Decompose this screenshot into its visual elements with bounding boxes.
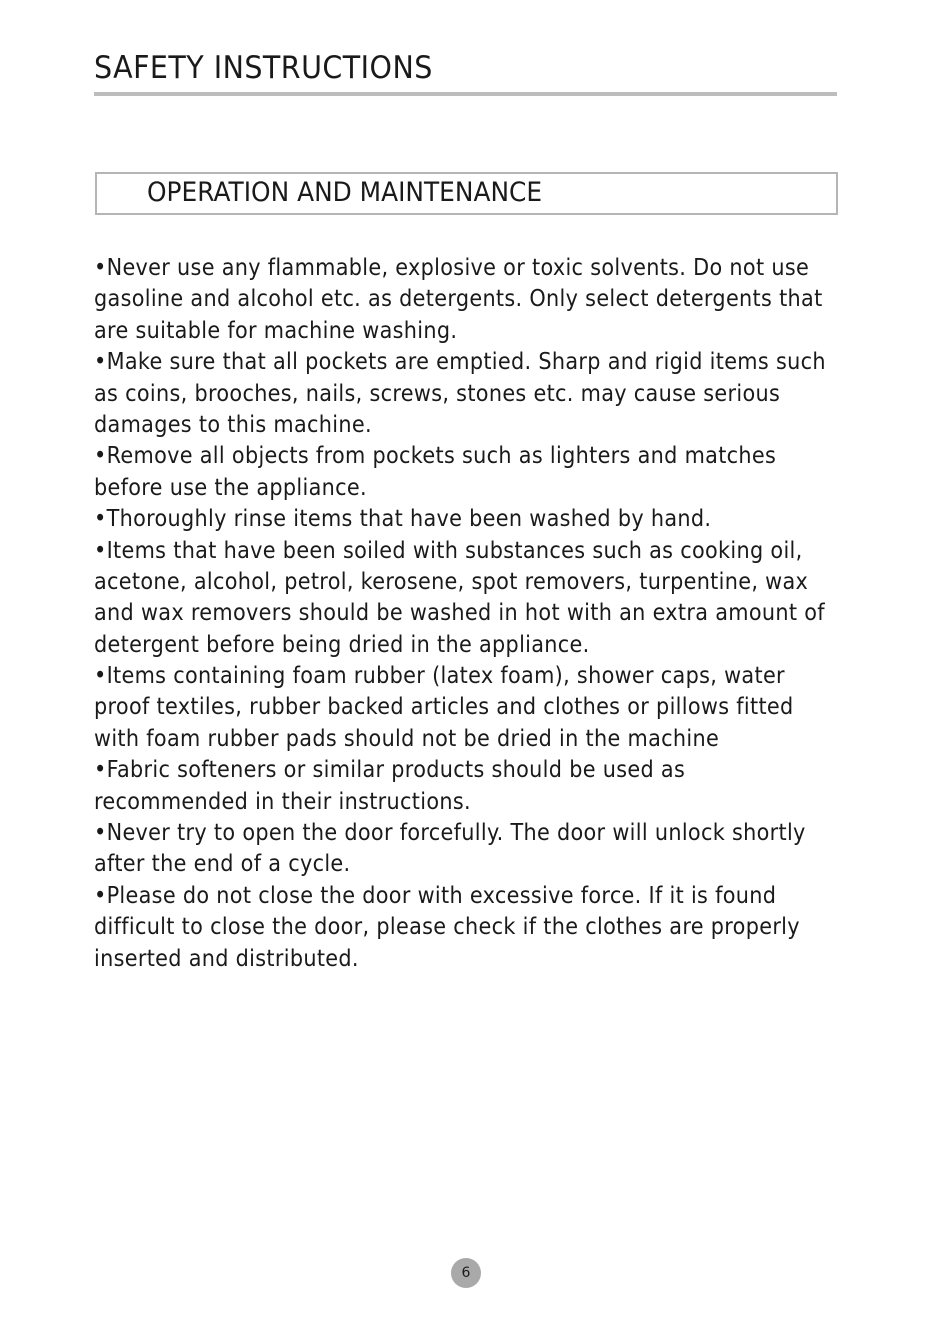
section-header-box	[95, 172, 838, 215]
page-number-badge: 6	[451, 1258, 481, 1288]
body-line: •Items that have been soiled with substances such as cooking oil,	[94, 535, 803, 564]
body-line: inserted and distributed.	[94, 943, 359, 972]
body-line: difficult to close the door, please check if the clothes are properly	[94, 912, 800, 941]
body-line: recommended in their instructions.	[94, 786, 471, 815]
body-line: damages to this machine.	[94, 409, 372, 438]
body-line: before use the appliance.	[94, 472, 367, 501]
page-title: SAFETY INSTRUCTIONS	[94, 50, 433, 86]
body-line: as coins, brooches, nails, screws, stones etc. may cause serious	[94, 378, 781, 407]
section-title: OPERATION AND MAINTENANCE	[147, 177, 543, 208]
body-line: •Items containing foam rubber (latex foam), shower caps, water	[94, 661, 785, 690]
body-line: are suitable for machine washing.	[94, 315, 458, 344]
instructions-body	[94, 252, 854, 974]
body-line: acetone, alcohol, petrol, kerosene, spot removers, turpentine, wax	[94, 566, 809, 595]
body-line: •Make sure that all pockets are emptied. Sharp and rigid items such	[94, 347, 826, 376]
title-divider	[94, 92, 837, 96]
body-line: •Thoroughly rinse items that have been washed by hand.	[94, 504, 712, 533]
body-line: with foam rubber pads should not be dried in the machine	[94, 723, 720, 752]
body-line: after the end of a cycle.	[94, 849, 351, 878]
body-line: •Fabric softeners or similar products should be used as	[94, 755, 686, 784]
body-line: •Never try to open the door forcefully. The door will unlock shortly	[94, 818, 806, 847]
body-line: •Please do not close the door with excessive force. If it is found	[94, 880, 777, 909]
body-line: and wax removers should be washed in hot with an extra amount of	[94, 598, 825, 627]
body-line: proof textiles, rubber backed articles and clothes or pillows fitted	[94, 692, 794, 721]
body-line: •Remove all objects from pockets such as lighters and matches	[94, 441, 777, 470]
body-line: •Never use any flammable, explosive or toxic solvents. Do not use	[94, 253, 810, 281]
body-line: gasoline and alcohol etc. as detergents. Only select detergents that	[94, 284, 823, 313]
body-line: detergent before being dried in the appliance.	[94, 629, 590, 658]
